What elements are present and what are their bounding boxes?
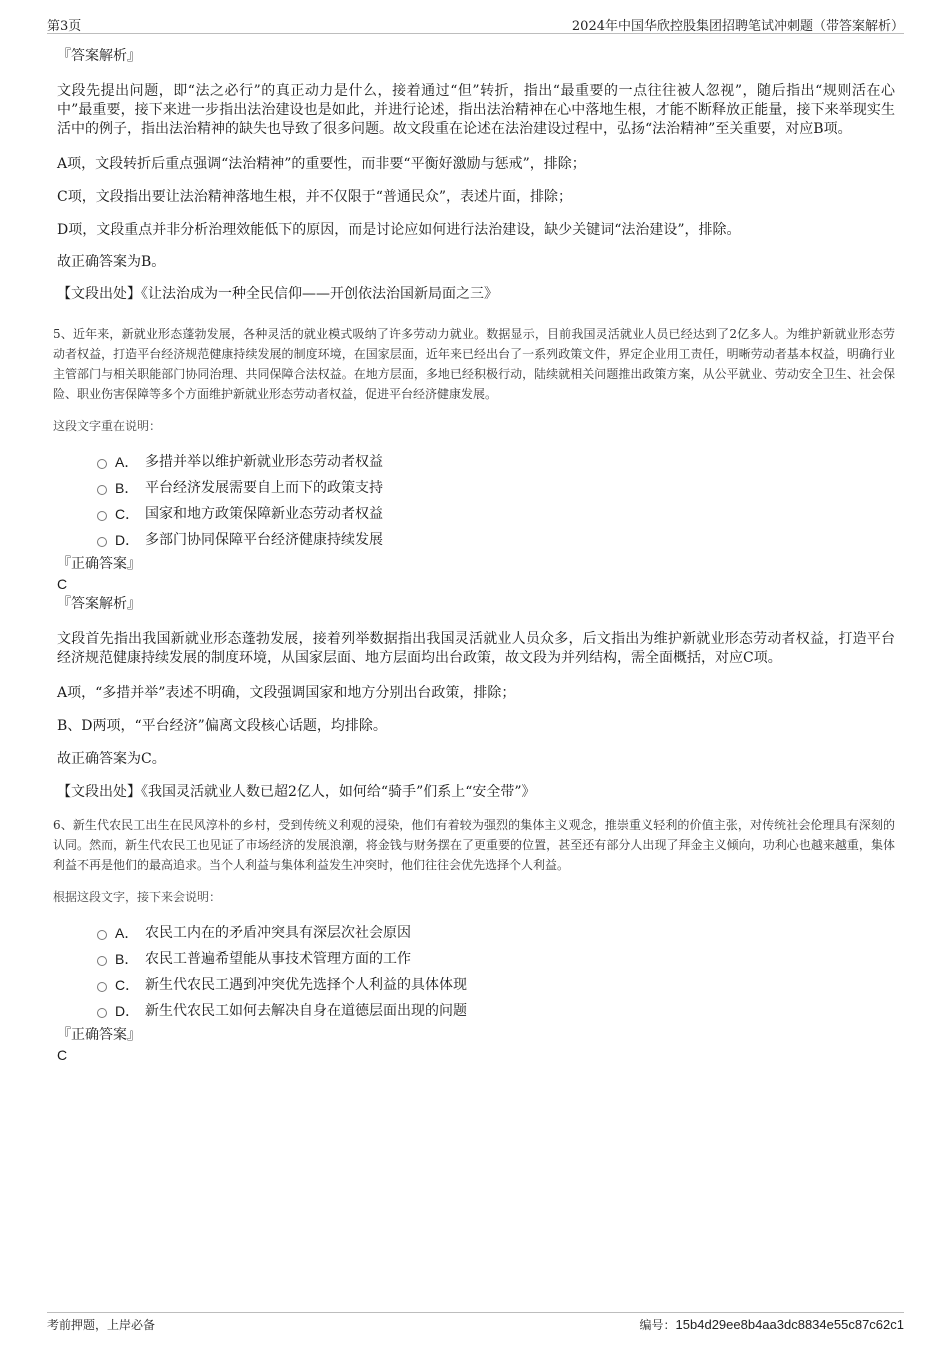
question-6-prompt: 根据这段文字，接下来会说明： xyxy=(53,890,222,904)
footer-slogan: 考前押题，上岸必备 xyxy=(47,1318,156,1332)
radio-button[interactable] xyxy=(97,537,107,547)
option-b[interactable]: B． 农民工普遍希望能从事技术管理方面的工作 xyxy=(57,946,895,972)
page-footer xyxy=(47,1312,904,1335)
question-5-options xyxy=(57,449,895,553)
analysis-note-a: A项，文段转折后重点强调“法治精神”的重要性，而非要“平衡好激励与惩戒”，排除； xyxy=(57,156,586,172)
answer-analysis-label: 『答案解析』 xyxy=(57,596,141,612)
code-value: 15b4d29ee8b4aa3dc8834e55c87c62c1 xyxy=(675,1317,904,1332)
analysis-note-a: A项，“多措并举”表述不明确，文段强调国家和地方分别出台政策，排除； xyxy=(57,685,516,701)
option-d[interactable]: D． 新生代农民工如何去解决自身在道德层面出现的问题 xyxy=(57,998,895,1024)
page-header xyxy=(47,13,904,34)
answer-analysis-text: 文段先提出问题，即“法之必行”的真正动力是什么，接着通过“但”转折，指出“最重要的一点往往被人忽视”，随后指出“规则活在心中”最重要，接下来进一步指出法治建设也是如此，并进行论述，指出法治精神在心中落地生根，才能不断释放正能量，接下来举现实生活中的例子，指出法治精神的缺失也导致了很多问题。故文段重在论述在法治建设过程中，弘扬“法治精神”至关重要，对应B项。 xyxy=(57,83,895,137)
page-number: 第3页 xyxy=(47,19,82,34)
analysis-conclusion: 故正确答案为B。 xyxy=(57,254,166,270)
analysis-note-c: C项，文段指出要让法治精神落地生根，并不仅限于“普通民众”，表述片面，排除； xyxy=(57,189,573,205)
page-content xyxy=(53,44,895,1065)
passage-source: 【文段出处】《让法治成为一种全民信仰——开创依法治国新局面之三》 xyxy=(57,286,498,302)
code-label: 编号： xyxy=(639,1318,676,1332)
radio-button[interactable] xyxy=(97,459,107,469)
correct-answer-value: C xyxy=(57,576,68,592)
correct-answer-label: 『正确答案』 xyxy=(57,1027,141,1043)
question-6-options xyxy=(57,920,895,1024)
correct-answer-label: 『正确答案』 xyxy=(57,556,141,572)
question-5-prompt: 这段文字重在说明： xyxy=(53,419,162,433)
answer-analysis-text: 文段首先指出我国新就业形态蓬勃发展，接着列举数据指出我国灵活就业人员众多，后文指出为维护新就业形态劳动者权益，打造平台经济规范健康持续发展的制度环境，从国家层面、地方层面均出台政策，故文段为并列结构，需全面概括，对应C项。 xyxy=(57,631,895,666)
document-title: 2024年中国华欣控股集团招聘笔试冲刺题（带答案解析） xyxy=(571,19,904,34)
radio-button[interactable] xyxy=(97,485,107,495)
question-5-text: 5、近年来，新就业形态蓬勃发展，各种灵活的就业模式吸纳了许多劳动力就业。数据显示，目前我国灵活就业人员已经达到了2亿多人。为维护新就业形态劳动者权益，打造平台经济规范健康持续发展的制度环境，在国家层面，近年来已经出台了一系列政策文件，界定企业用工责任，明晰劳动者基本权益，明确行业主管部门与相关职能部门协同治理、共同保障合法权益。在地方层面，多地已经积极行动，陆续就相关问题推出政策方案，从公平就业、劳动安全卫生、社会保险、职业伤害保障等多个方面维护新就业形态劳动者权益，促进平台经济健康发展。 xyxy=(53,327,895,401)
correct-answer-value: C xyxy=(57,1047,68,1063)
passage-source: 【文段出处】《我国灵活就业人数已超2亿人，如何给“骑手”们系上“安全带”》 xyxy=(57,784,536,800)
analysis-note-bd: B、D两项，“平台经济”偏离文段核心话题，均排除。 xyxy=(57,718,387,734)
radio-button[interactable] xyxy=(97,982,107,992)
radio-button[interactable] xyxy=(97,1008,107,1018)
analysis-conclusion: 故正确答案为C。 xyxy=(57,751,166,767)
option-d[interactable]: D． 多部门协同保障平台经济健康持续发展 xyxy=(57,527,895,553)
radio-button[interactable] xyxy=(97,511,107,521)
option-c[interactable]: C． 国家和地方政策保障新业态劳动者权益 xyxy=(57,501,895,527)
option-c[interactable]: C． 新生代农民工遇到冲突优先选择个人利益的具体体现 xyxy=(57,972,895,998)
radio-button[interactable] xyxy=(97,956,107,966)
analysis-note-d: D项，文段重点并非分析治理效能低下的原因，而是讨论应如何进行法治建设，缺少关键词“法治建设”，排除。 xyxy=(57,222,741,238)
radio-button[interactable] xyxy=(97,930,107,940)
question-6-text: 6、新生代农民工出生在民风淳朴的乡村，受到传统义利观的浸染，他们有着较为强烈的集体主义观念，推崇重义轻利的价值主张，对传统社会伦理具有深刻的认同。然而，新生代农民工也见证了市场经济的发展浪潮，将金钱与财务摆在了更重要的位置，甚至还有部分人出现了拜金主义倾向，功利心也越来越重，集体利益不再是他们的最高追求。当个人利益与集体利益发生冲突时，他们往往会优先选择个人利益。 xyxy=(53,818,895,872)
answer-analysis-label: 『答案解析』 xyxy=(57,48,141,64)
option-b[interactable]: B． 平台经济发展需要自上而下的政策支持 xyxy=(57,475,895,501)
option-a[interactable]: A． 农民工内在的矛盾冲突具有深层次社会原因 xyxy=(57,920,895,946)
option-a[interactable]: A． 多措并举以维护新就业形态劳动者权益 xyxy=(57,449,895,475)
document-code xyxy=(640,1316,904,1333)
